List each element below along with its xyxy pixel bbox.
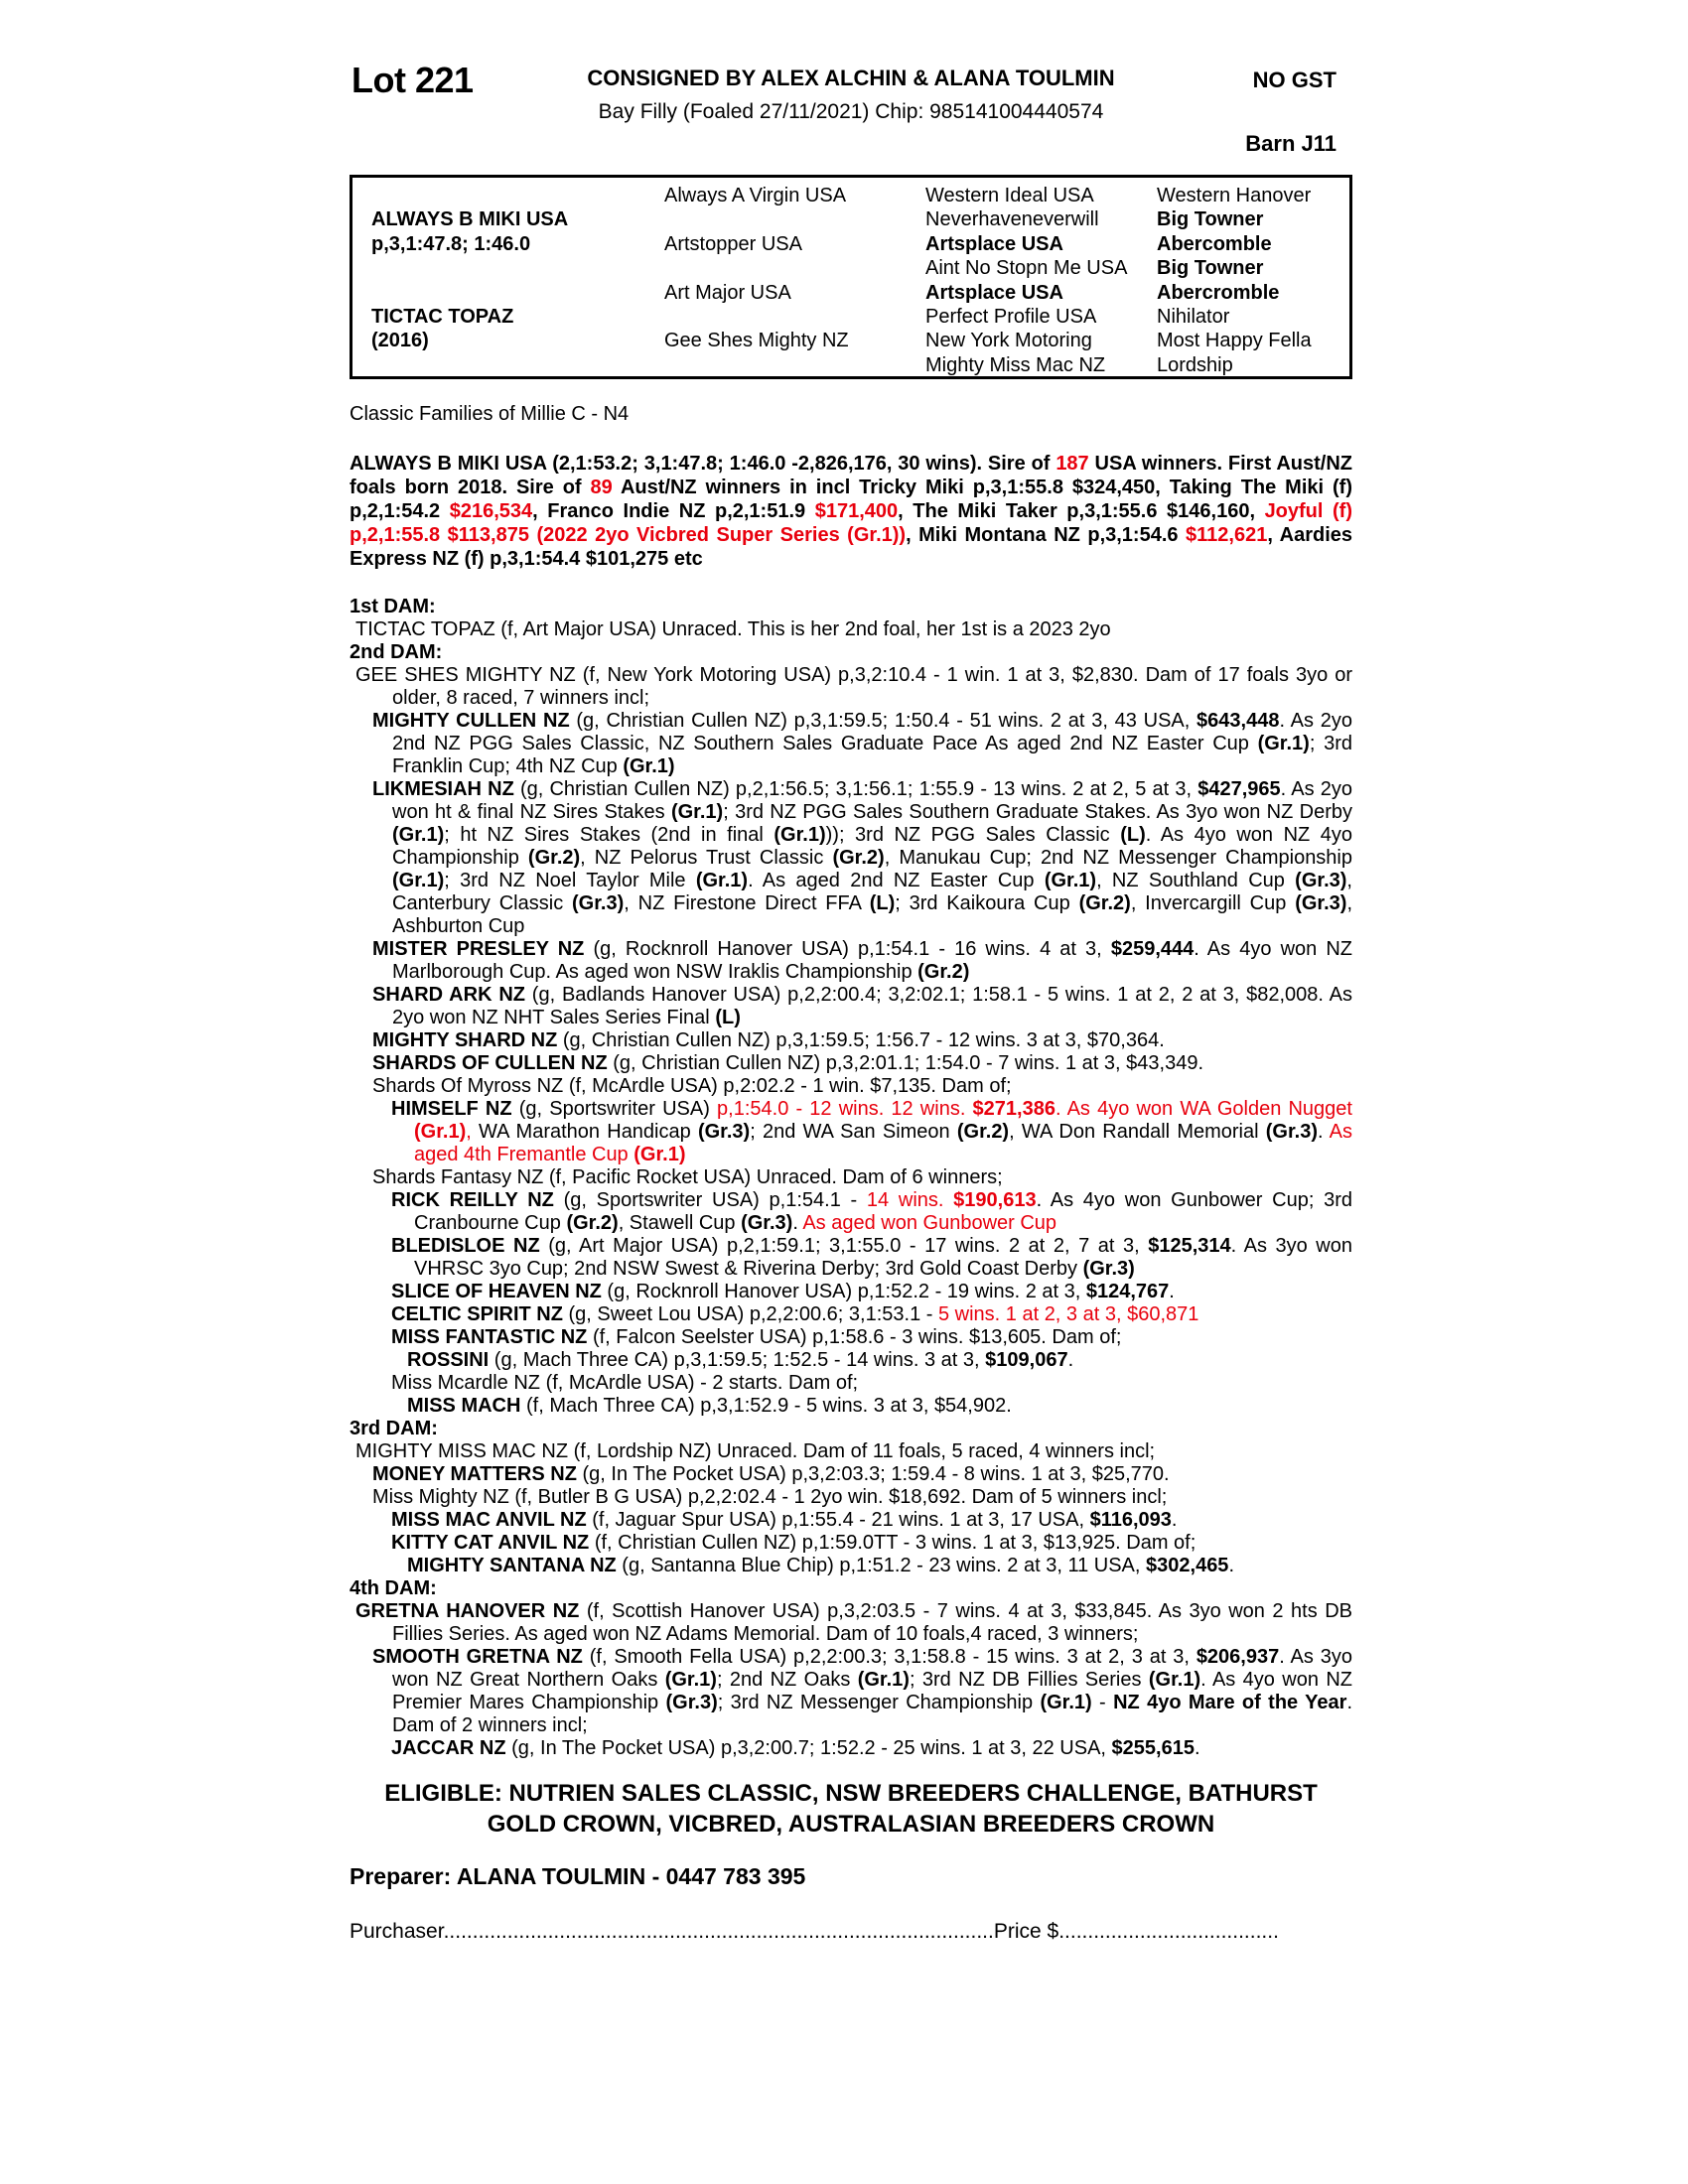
price-dotted-line: ...................................... — [1058, 1920, 1279, 1943]
text-segment: (Gr.3) — [665, 1692, 718, 1713]
text-segment: MIGHTY CULLEN NZ — [372, 710, 570, 732]
text-segment: $190,613 — [953, 1189, 1037, 1211]
page-header — [350, 54, 1352, 161]
pedigree-entry — [350, 1281, 1352, 1303]
text-segment: $259,444 — [1110, 938, 1195, 960]
pedigree-cell: ALWAYS B MIKI USA — [371, 208, 569, 231]
text-segment: . As 4yo won NZ Marlborough Cup. As aged won NSW Iraklis Championship — [392, 938, 1353, 983]
text-segment: (Gr.1) — [1040, 1692, 1092, 1713]
text-segment: Miss Mighty NZ (f, Butler B G USA) p,2,2:02.4 - 1 2yo win. $18,692. Dam of 5 winners incl; — [372, 1486, 1168, 1508]
pedigree-entry — [350, 452, 1352, 571]
text-segment: (g, Badlands Hanover USA) p,2,2:00.4; 3,2:02.1; 1:58.1 - 5 wins. 1 at 2, 2 at 3, $82,008. As 2yo won NZ NHT Sales Series Final — [392, 984, 1352, 1028]
text-segment: . As 4yo won NZ Premier Mares Championship — [392, 1669, 1352, 1713]
text-segment: . As 4yo won Gunbower Cup; 3rd Cranbourne Cup — [414, 1189, 1352, 1234]
text-segment: (Gr.1) — [695, 870, 749, 891]
text-segment: (g, Mach Three CA) p,3,1:59.5; 1:52.5 - 14 wins. 3 at 3, — [489, 1349, 986, 1371]
text-segment: . As 4yo won NZ 4yo Championship — [392, 824, 1353, 869]
text-segment: (Gr.2) — [832, 847, 885, 869]
text-segment: MISS MACH — [407, 1395, 521, 1417]
text-segment: 2nd DAM: — [350, 641, 443, 663]
text-segment: $271,386 — [972, 1098, 1055, 1120]
pedigree-entry — [350, 1395, 1352, 1418]
text-segment: HIMSELF NZ — [391, 1098, 512, 1120]
eligibility-note: ELIGIBLE: NUTRIEN SALES CLASSIC, NSW BREEDERS CHALLENGE, BATHURST GOLD CROWN, VICBRED, AUSTRALASIAN BREEDERS CROWN — [384, 1780, 1318, 1838]
pedigree-cell: Artstopper USA — [664, 232, 802, 255]
pedigree-entry — [350, 1166, 1352, 1189]
text-segment: Shards Fantasy NZ (f, Pacific Rocket USA) Unraced. Dam of 6 winners; — [372, 1166, 1003, 1188]
text-segment: . — [792, 1212, 803, 1234]
text-segment: (Gr.3) — [572, 892, 625, 914]
text-segment: As 4yo won WA Golden Nugget — [1066, 1098, 1352, 1120]
text-segment: ; 3rd NZ Messenger Championship — [717, 1692, 1041, 1713]
text-segment: $109,067 — [985, 1349, 1068, 1371]
pedigree-entry — [350, 618, 1352, 641]
text-segment: MISTER PRESLEY NZ — [372, 938, 585, 960]
text-segment: ; 3rd NZ DB Fillies Series — [909, 1669, 1149, 1691]
pedigree-entry — [350, 1555, 1352, 1577]
pedigree-table — [350, 175, 1352, 379]
text-segment: (g, Sportswriter USA) — [511, 1098, 718, 1120]
text-segment: , NZ Southland Cup — [1096, 870, 1296, 891]
text-segment: , Invercargill Cup — [1130, 892, 1296, 914]
text-segment: , Stawell Cup — [618, 1212, 742, 1234]
text-segment: (Gr.1) — [633, 1144, 686, 1165]
text-segment: ; 2nd NZ Oaks — [716, 1669, 858, 1691]
text-segment: As aged won Gunbower Cup — [802, 1212, 1057, 1234]
text-segment: (f, Mach Three CA) p,3,1:52.9 - 5 wins. 3 at 3, $54,902. — [520, 1395, 1012, 1417]
purchaser-label: Purchaser — [350, 1920, 444, 1943]
text-segment: , Aardies Express NZ (f) p,3,1:54.4 $101,275 etc — [350, 524, 1352, 570]
pedigree-entry — [350, 641, 1352, 664]
text-segment: )); 3rd NZ PGG Sales Classic — [825, 824, 1121, 846]
gst-note: NO GST — [1252, 68, 1336, 92]
pedigree-cell: TICTAC TOPAZ — [371, 306, 514, 328]
pedigree-cell: Gee Shes Mighty NZ — [664, 330, 849, 352]
text-segment: (g, Santanna Blue Chip) p,1:51.2 - 23 wins. 2 at 3, 11 USA, — [616, 1555, 1147, 1576]
pedigree-entry — [350, 1052, 1352, 1075]
pedigree-cell: Western Hanover — [1157, 185, 1312, 206]
text-segment: . — [1228, 1555, 1234, 1576]
text-segment: (L) — [715, 1007, 741, 1028]
text-segment: (f, Smooth Fella USA) p,2,2:00.3; 3,1:58.8 - 15 wins. 3 at 2, 3 at 3, — [582, 1646, 1196, 1668]
pedigree-entry — [350, 778, 1352, 938]
pedigree-cell: Art Major USA — [664, 281, 791, 304]
text-segment: (g, In The Pocket USA) p,3,2:03.3; 1:59.4 - 8 wins. 1 at 3, $25,770. — [576, 1463, 1170, 1485]
pedigree-text-block — [350, 403, 1352, 1760]
text-segment: , Manukau Cup; 2nd NZ Messenger Championship — [884, 847, 1353, 869]
text-segment: BLEDISLOE NZ — [391, 1235, 540, 1257]
text-segment: (Gr.1) — [392, 870, 445, 891]
text-segment: $124,767 — [1085, 1281, 1170, 1302]
text-segment: SHARD ARK NZ — [372, 984, 525, 1006]
text-segment: $112,621 — [1186, 524, 1268, 546]
pedigree-cell: (2016) — [371, 330, 429, 352]
text-segment: . — [1171, 1509, 1178, 1531]
text-segment: 187 — [1055, 453, 1089, 475]
text-segment: . Dam of 2 winners incl; — [392, 1692, 1352, 1736]
pedigree-cell: p,3,1:47.8; 1:46.0 — [371, 232, 531, 255]
pedigree-cell: Big Towner — [1157, 257, 1264, 280]
text-segment: . — [1055, 1098, 1067, 1120]
pedigree-entry — [350, 1737, 1352, 1760]
pedigree-entry — [350, 1486, 1352, 1509]
pedigree-entry — [350, 1440, 1352, 1463]
pedigree-entry — [350, 984, 1352, 1029]
text-segment: $255,615 — [1111, 1737, 1195, 1759]
text-segment: MIGHTY MISS MAC NZ (f, Lordship NZ) Unraced. Dam of 11 foals, 5 raced, 4 winners incl; — [355, 1440, 1156, 1462]
pedigree-entry — [350, 1532, 1352, 1555]
text-segment: Shards Of Myross NZ (f, McArdle USA) p,2:02.2 - 1 win. $7,135. Dam of; — [372, 1075, 1012, 1097]
text-segment: (Gr.2) — [527, 847, 581, 869]
text-segment: GRETNA HANOVER NZ — [355, 1600, 580, 1622]
text-segment: $643,448 — [1196, 710, 1280, 732]
pedigree-entry — [350, 1600, 1352, 1646]
text-segment: , Canterbury Classic — [392, 870, 1352, 914]
text-segment: . — [1169, 1281, 1175, 1302]
text-segment: (Gr.3) — [1295, 892, 1347, 914]
lot-number: Lot 221 — [352, 60, 474, 100]
text-segment: Miss Mcardle NZ (f, McArdle USA) - 2 starts. Dam of; — [391, 1372, 859, 1394]
pedigree-cell: Lordship — [1157, 353, 1233, 376]
text-segment: , Miki Montana NZ p,3,1:54.6 — [906, 524, 1186, 546]
text-segment: , The Miki Taker p,3,1:55.6 $146,160, — [898, 500, 1265, 522]
text-segment: Joyful (f) p,2,1:55.8 $113,875 (2022 2yo Vicbred Super Series (Gr.1)) — [350, 500, 1353, 546]
preparer-line: Preparer: ALANA TOULMIN - 0447 783 395 — [350, 1863, 806, 1889]
text-segment: (g, Rocknroll Hanover USA) p,1:54.1 - 16 wins. 4 at 3, — [584, 938, 1111, 960]
purchaser-dotted-line: ............................................................................................... — [443, 1920, 994, 1943]
text-segment: GEE SHES MIGHTY NZ (f, New York Motoring USA) p,3,2:10.4 - 1 win. 1 at 3, $2,830. Dam of 17 foals 3yo or older, 8 raced, 7 winners incl; — [355, 664, 1352, 709]
text-segment: JACCAR NZ — [391, 1737, 506, 1759]
text-segment: 4th DAM: — [350, 1577, 437, 1599]
text-segment: ; 3rd NZ Noel Taylor Mile — [444, 870, 696, 891]
pedigree-entry — [350, 1029, 1352, 1052]
text-segment: $171,400 — [814, 500, 899, 522]
pedigree-cell: Aint No Stopn Me USA — [925, 257, 1128, 280]
pedigree-cell: Abercromble — [1157, 281, 1280, 304]
text-segment: 89 — [590, 477, 613, 498]
text-segment: p,1:54.0 - 12 wins. 12 wins. — [717, 1098, 973, 1120]
text-segment: (g, Christian Cullen NZ) p,2,1:56.5; 3,1:56.1; 1:55.9 - 13 wins. 2 at 2, 5 at 3, — [513, 778, 1198, 800]
text-segment: (Gr.1) — [623, 755, 675, 777]
text-segment: (f, Scottish Hanover USA) p,3,2:03.5 - 7 wins. 4 at 3, $33,845. As 3yo won 2 hts DB Fillies Series. As aged won NZ Adams Memorial. Dam of 10 foals,4 raced, 3 winners; — [392, 1600, 1352, 1645]
text-segment: RICK REILLY NZ — [391, 1189, 554, 1211]
text-segment: (Gr.1) — [664, 1669, 717, 1691]
header-right — [1245, 68, 1336, 157]
text-segment: (L) — [1120, 824, 1146, 846]
text-segment: . — [1067, 1349, 1074, 1371]
text-segment: (Gr.1) — [857, 1669, 910, 1691]
text-segment: (Gr.3) — [697, 1121, 751, 1143]
text-segment: . As 3yo won NZ Great Northern Oaks — [392, 1646, 1353, 1691]
text-segment: , NZ Firestone Direct FFA — [624, 892, 870, 914]
text-segment: , Franco Indie NZ p,2,1:51.9 — [532, 500, 815, 522]
text-segment: . — [1318, 1121, 1330, 1143]
header-center — [350, 66, 1352, 124]
text-segment: (g, Rocknroll Hanover USA) p,1:52.2 - 19 wins. 2 at 3, — [601, 1281, 1086, 1302]
pedigree-entry — [350, 664, 1352, 710]
pedigree-cell: Big Towner — [1157, 208, 1264, 231]
text-segment: (Gr.3) — [1265, 1121, 1318, 1143]
text-segment: MIGHTY SANTANA NZ — [407, 1555, 617, 1576]
text-segment: (Gr.2) — [917, 961, 970, 983]
text-segment: (g, Art Major USA) p,2,1:59.1; 3,1:55.0 - 17 wins. 2 at 2, 7 at 3, — [539, 1235, 1149, 1257]
text-segment: NZ 4yo Mare of the Year — [1113, 1692, 1347, 1713]
pedigree-entry — [350, 1189, 1352, 1235]
text-segment: 5 wins. 1 at 2, 3 at 3, $60,871 — [937, 1303, 1199, 1325]
pedigree-cell: Artsplace USA — [925, 281, 1063, 304]
text-segment: 3rd DAM: — [350, 1418, 438, 1439]
text-segment: 14 wins. — [866, 1189, 954, 1211]
pedigree-entry — [350, 1418, 1352, 1440]
text-segment: SLICE OF HEAVEN NZ — [391, 1281, 602, 1302]
text-segment: $116,093 — [1089, 1509, 1172, 1531]
text-segment: (Gr.2) — [566, 1212, 619, 1234]
pedigree-cell: Mighty Miss Mac NZ — [925, 353, 1106, 376]
text-segment: (Gr.3) — [1082, 1258, 1135, 1280]
text-segment: , WA Don Randall Memorial — [1009, 1121, 1266, 1143]
page-content — [350, 54, 1352, 1944]
text-segment: As aged 4th Fremantle Cup — [414, 1121, 1352, 1165]
pedigree-cell: Abercomble — [1157, 232, 1272, 255]
barn-number: Barn J11 — [1245, 131, 1336, 156]
text-segment: (Gr.1) — [392, 824, 445, 846]
pedigree-cell: New York Motoring — [925, 330, 1092, 352]
text-segment: CELTIC SPIRIT NZ — [391, 1303, 563, 1325]
text-segment: , NZ Pelorus Trust Classic — [580, 847, 833, 869]
text-segment: MISS FANTASTIC NZ — [391, 1326, 588, 1348]
pedigree-entry — [350, 1235, 1352, 1281]
text-segment: (f, Falcon Seelster USA) p,1:58.6 - 3 wins. $13,605. Dam of; — [587, 1326, 1122, 1348]
text-segment: (f, Jaguar Spur USA) p,1:55.4 - 21 wins. 1 at 3, 17 USA, — [586, 1509, 1090, 1531]
text-segment: - — [1091, 1692, 1114, 1713]
text-segment: . As 2yo won ht & final NZ Sires Stakes — [392, 778, 1352, 823]
text-segment: SMOOTH GRETNA NZ — [372, 1646, 583, 1668]
text-segment: . As 3yo won VHRSC 3yo Cup; 2nd NSW Swest & Riverina Derby; 3rd Gold Coast Derby — [414, 1235, 1353, 1280]
pedigree-entry — [350, 1509, 1352, 1532]
text-segment: (f, Christian Cullen NZ) p,1:59.0TT - 3 wins. 1 at 3, $13,925. Dam of; — [589, 1532, 1196, 1554]
pedigree-entry — [350, 1372, 1352, 1395]
pedigree-entry — [350, 1463, 1352, 1486]
text-segment: (Gr.3) — [1295, 870, 1347, 891]
pedigree-entry — [350, 1098, 1352, 1166]
pedigree-entry — [350, 1577, 1352, 1600]
text-segment: 1st DAM: — [350, 596, 436, 617]
text-segment: (Gr.2) — [1078, 892, 1131, 914]
text-segment: , Ashburton Cup — [392, 892, 1352, 937]
text-segment: . As aged 2nd NZ Easter Cup — [748, 870, 1045, 891]
pedigree-entry — [350, 403, 1352, 426]
text-segment: WA Marathon Handicap — [479, 1121, 698, 1143]
text-segment: MIGHTY SHARD NZ — [372, 1029, 558, 1051]
text-segment: . — [1194, 1737, 1200, 1759]
pedigree-entry — [350, 1326, 1352, 1349]
text-segment: (Gr.1) — [670, 801, 724, 823]
text-segment: (g, Christian Cullen NZ) p,3,1:59.5; 1:50.4 - 51 wins. 2 at 3, 43 USA, — [569, 710, 1197, 732]
text-segment: , — [466, 1121, 479, 1143]
text-segment: (g, Christian Cullen NZ) p,3,1:59.5; 1:56.7 - 12 wins. 3 at 3, $70,364. — [557, 1029, 1165, 1051]
text-segment: (Gr.3) — [741, 1212, 793, 1234]
text-segment: (g, Christian Cullen NZ) p,3,2:01.1; 1:54.0 - 7 wins. 1 at 3, $43,349. — [607, 1052, 1203, 1074]
consignor-line: CONSIGNED BY ALEX ALCHIN & ALANA TOULMIN — [587, 66, 1115, 90]
pedigree-cell: Western Ideal USA — [925, 185, 1094, 206]
pedigree-cell: Nihilator — [1157, 306, 1230, 328]
text-segment: $206,937 — [1196, 1646, 1280, 1668]
text-segment: $427,965 — [1197, 778, 1281, 800]
text-segment: TICTAC TOPAZ (f, Art Major USA) Unraced. This is her 2nd foal, her 1st is a 2023 2yo — [355, 618, 1111, 640]
pedigree-entry — [350, 938, 1352, 984]
pedigree-cell: Neverhaveneverwill — [925, 208, 1099, 231]
text-segment: (Gr.1) — [414, 1121, 467, 1143]
text-segment: LIKMESIAH NZ — [372, 778, 514, 800]
text-segment: . As 2yo 2nd NZ PGG Sales Classic, NZ Southern Sales Graduate Pace As aged 2nd NZ Easter Cup — [392, 710, 1352, 754]
price-label: Price $ — [993, 1920, 1059, 1943]
text-segment: (g, Sportswriter USA) p,1:54.1 - — [553, 1189, 867, 1211]
text-segment: (Gr.1) — [1148, 1669, 1201, 1691]
text-segment: MONEY MATTERS NZ — [372, 1463, 577, 1485]
pedigree-entry — [350, 1646, 1352, 1737]
pedigree-entry — [350, 596, 1352, 618]
pedigree-entry — [350, 1303, 1352, 1326]
text-segment: (L) — [869, 892, 896, 914]
pedigree-entry — [350, 1349, 1352, 1372]
text-segment: ; 2nd WA San Simeon — [750, 1121, 957, 1143]
text-segment: (Gr.1) — [1257, 733, 1310, 754]
pedigree-cell: Perfect Profile USA — [925, 306, 1097, 328]
text-segment: $302,465 — [1146, 1555, 1229, 1576]
pedigree-cell: Most Happy Fella — [1157, 330, 1312, 352]
text-segment: ALWAYS B MIKI USA (2,1:53.2; 3,1:47.8; 1:46.0 -2,826,176, 30 wins). Sire of — [350, 453, 1056, 475]
text-segment: MISS MAC ANVIL NZ — [391, 1509, 587, 1531]
text-segment: Classic Families of Millie C - N4 — [350, 403, 630, 425]
text-segment: (Gr.1) — [774, 824, 826, 846]
foaling-line: Bay Filly (Foaled 27/11/2021) Chip: 985141004440574 — [598, 100, 1104, 123]
pedigree-cell: Always A Virgin USA — [664, 185, 847, 206]
pedigree-entry — [350, 710, 1352, 778]
text-segment: USA winners. First Aust/NZ foals born 2018. Sire of — [350, 453, 1352, 498]
text-segment: $216,534 — [449, 500, 533, 522]
text-segment: KITTY CAT ANVIL NZ — [391, 1532, 590, 1554]
text-segment: $125,314 — [1148, 1235, 1231, 1257]
text-segment: ROSSINI — [407, 1349, 490, 1371]
text-segment: ; 3rd Franklin Cup; 4th NZ Cup — [392, 733, 1352, 777]
pedigree-cell: Artsplace USA — [925, 232, 1063, 255]
text-segment: ; 3rd NZ PGG Sales Southern Graduate Stakes. As 3yo won NZ Derby — [723, 801, 1352, 823]
text-segment: (g, Sweet Lou USA) p,2,2:00.6; 3,1:53.1 - — [562, 1303, 938, 1325]
text-segment: ; 3rd Kaikoura Cup — [895, 892, 1079, 914]
text-segment: Aust/NZ winners in incl Tricky Miki p,3,1:55.8 $324,450, Taking The Miki (f) p,2,1:54.2 — [350, 477, 1352, 522]
purchaser-price-line — [350, 1920, 1352, 1944]
text-segment: (g, In The Pocket USA) p,3,2:00.7; 1:52.2 - 25 wins. 1 at 3, 22 USA, — [505, 1737, 1112, 1759]
text-segment: (Gr.2) — [956, 1121, 1010, 1143]
text-segment: (Gr.1) — [1044, 870, 1097, 891]
text-segment: ; ht NZ Sires Stakes (2nd in final — [444, 824, 774, 846]
pedigree-entry — [350, 1075, 1352, 1098]
text-segment: SHARDS OF CULLEN NZ — [372, 1052, 608, 1074]
